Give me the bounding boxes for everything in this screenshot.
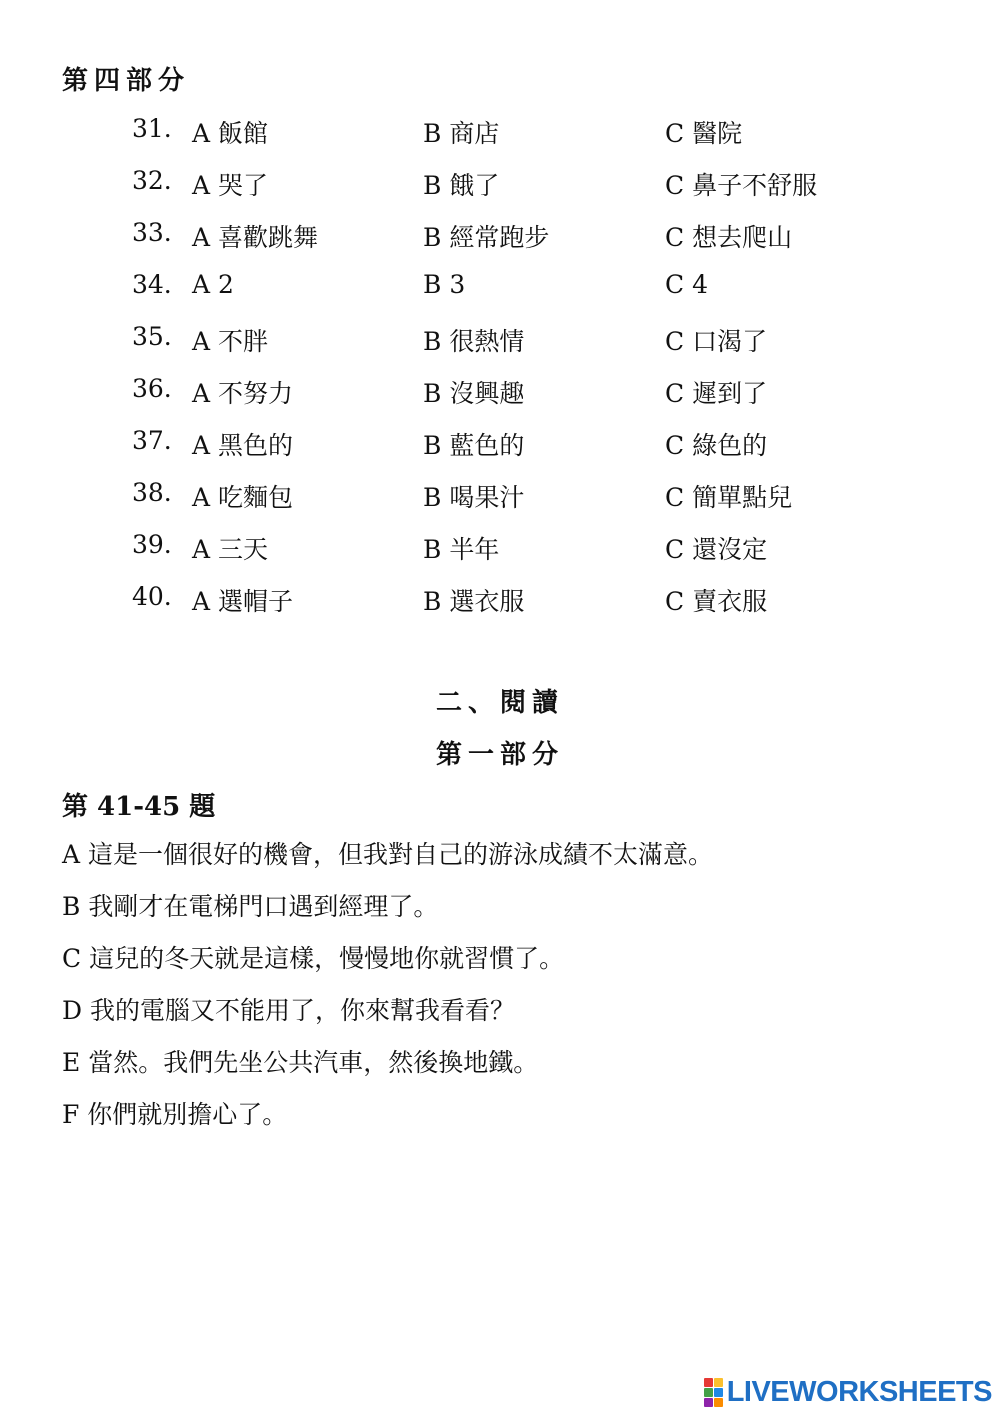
sentence-option: F 你們就別擔心了。 xyxy=(62,1100,288,1129)
sentence-list xyxy=(62,838,962,1150)
question-row xyxy=(0,264,1000,316)
sentence-option: D 我的電腦又不能用了，你來幫我看看？ xyxy=(62,996,515,1025)
logo-tile xyxy=(714,1388,723,1397)
option-c: C 4 xyxy=(665,270,708,299)
question-row xyxy=(0,212,1000,264)
option-b: B 商店 xyxy=(423,119,500,148)
question-row xyxy=(0,524,1000,576)
question-row xyxy=(0,108,1000,160)
question-number: 39. xyxy=(132,530,172,559)
option-b: B 選衣服 xyxy=(423,587,525,616)
question-row xyxy=(0,420,1000,472)
logo-mark-icon xyxy=(704,1378,723,1407)
option-a: A 吃麵包 xyxy=(192,483,294,512)
option-b: B 半年 xyxy=(423,535,500,564)
option-a: A 選帽子 xyxy=(192,587,294,616)
question-number: 37. xyxy=(132,426,172,455)
question-number: 38. xyxy=(132,478,172,507)
option-c: C 口渴了 xyxy=(665,327,768,356)
option-c: C 遲到了 xyxy=(665,379,768,408)
question-number: 31. xyxy=(132,114,172,143)
option-a: A 不胖 xyxy=(192,327,269,356)
question-row xyxy=(0,576,1000,628)
sentence-option: E 當然。我們先坐公共汽車，然後換地鐵。 xyxy=(62,1048,539,1077)
liveworksheets-logo xyxy=(704,1376,992,1409)
option-c: C 簡單點兒 xyxy=(665,483,793,512)
option-b: B 很熱情 xyxy=(423,327,525,356)
logo-tile xyxy=(704,1378,713,1387)
sentence-option: B 我剛才在電梯門口遇到經理了。 xyxy=(62,892,439,921)
option-c: C 鼻子不舒服 xyxy=(665,171,818,200)
question-number: 35. xyxy=(132,322,172,351)
question-row xyxy=(0,368,1000,420)
option-c: C 賣衣服 xyxy=(665,587,768,616)
option-a: A 黑色的 xyxy=(192,431,294,460)
question-row xyxy=(0,472,1000,524)
question-list xyxy=(0,108,1000,628)
option-b: B 喝果汁 xyxy=(423,483,525,512)
question-range-heading: 第 41-45 題 xyxy=(62,792,216,822)
option-a: A 2 xyxy=(192,270,234,299)
option-a: A 哭了 xyxy=(192,171,269,200)
question-row xyxy=(0,160,1000,212)
option-a: A 三天 xyxy=(192,535,269,564)
logo-tile xyxy=(704,1398,713,1407)
option-b: B 沒興趣 xyxy=(423,379,525,408)
option-a: A 飯館 xyxy=(192,119,269,148)
sentence-option: C 這兒的冬天就是這樣，慢慢地你就習慣了。 xyxy=(62,944,565,973)
logo-text: LIVEWORKSHEETS xyxy=(726,1376,992,1408)
question-number: 40. xyxy=(132,582,172,611)
option-c: C 想去爬山 xyxy=(665,223,793,252)
sentence-option: A 這是一個很好的機會，但我對自己的游泳成績不太滿意。 xyxy=(62,840,714,869)
question-number: 34. xyxy=(132,270,172,299)
logo-tile xyxy=(714,1378,723,1387)
option-a: A 不努力 xyxy=(192,379,294,408)
question-row xyxy=(0,316,1000,368)
option-c: C 醫院 xyxy=(665,119,743,148)
option-b: B 3 xyxy=(423,270,466,299)
question-number: 33. xyxy=(132,218,172,247)
logo-tile xyxy=(704,1388,713,1397)
logo-tile xyxy=(714,1398,723,1407)
option-b: B 經常跑步 xyxy=(423,223,550,252)
question-number: 36. xyxy=(132,374,172,403)
option-c: C 還沒定 xyxy=(665,535,768,564)
section-title-part4: 第四部分 xyxy=(62,66,191,96)
option-a: A 喜歡跳舞 xyxy=(192,223,319,252)
question-number: 32. xyxy=(132,166,172,195)
option-c: C 綠色的 xyxy=(665,431,768,460)
reading-section-title: 二、閱讀 xyxy=(435,688,564,718)
option-b: B 餓了 xyxy=(423,171,500,200)
part1-title: 第一部分 xyxy=(435,740,564,770)
option-b: B 藍色的 xyxy=(423,431,525,460)
